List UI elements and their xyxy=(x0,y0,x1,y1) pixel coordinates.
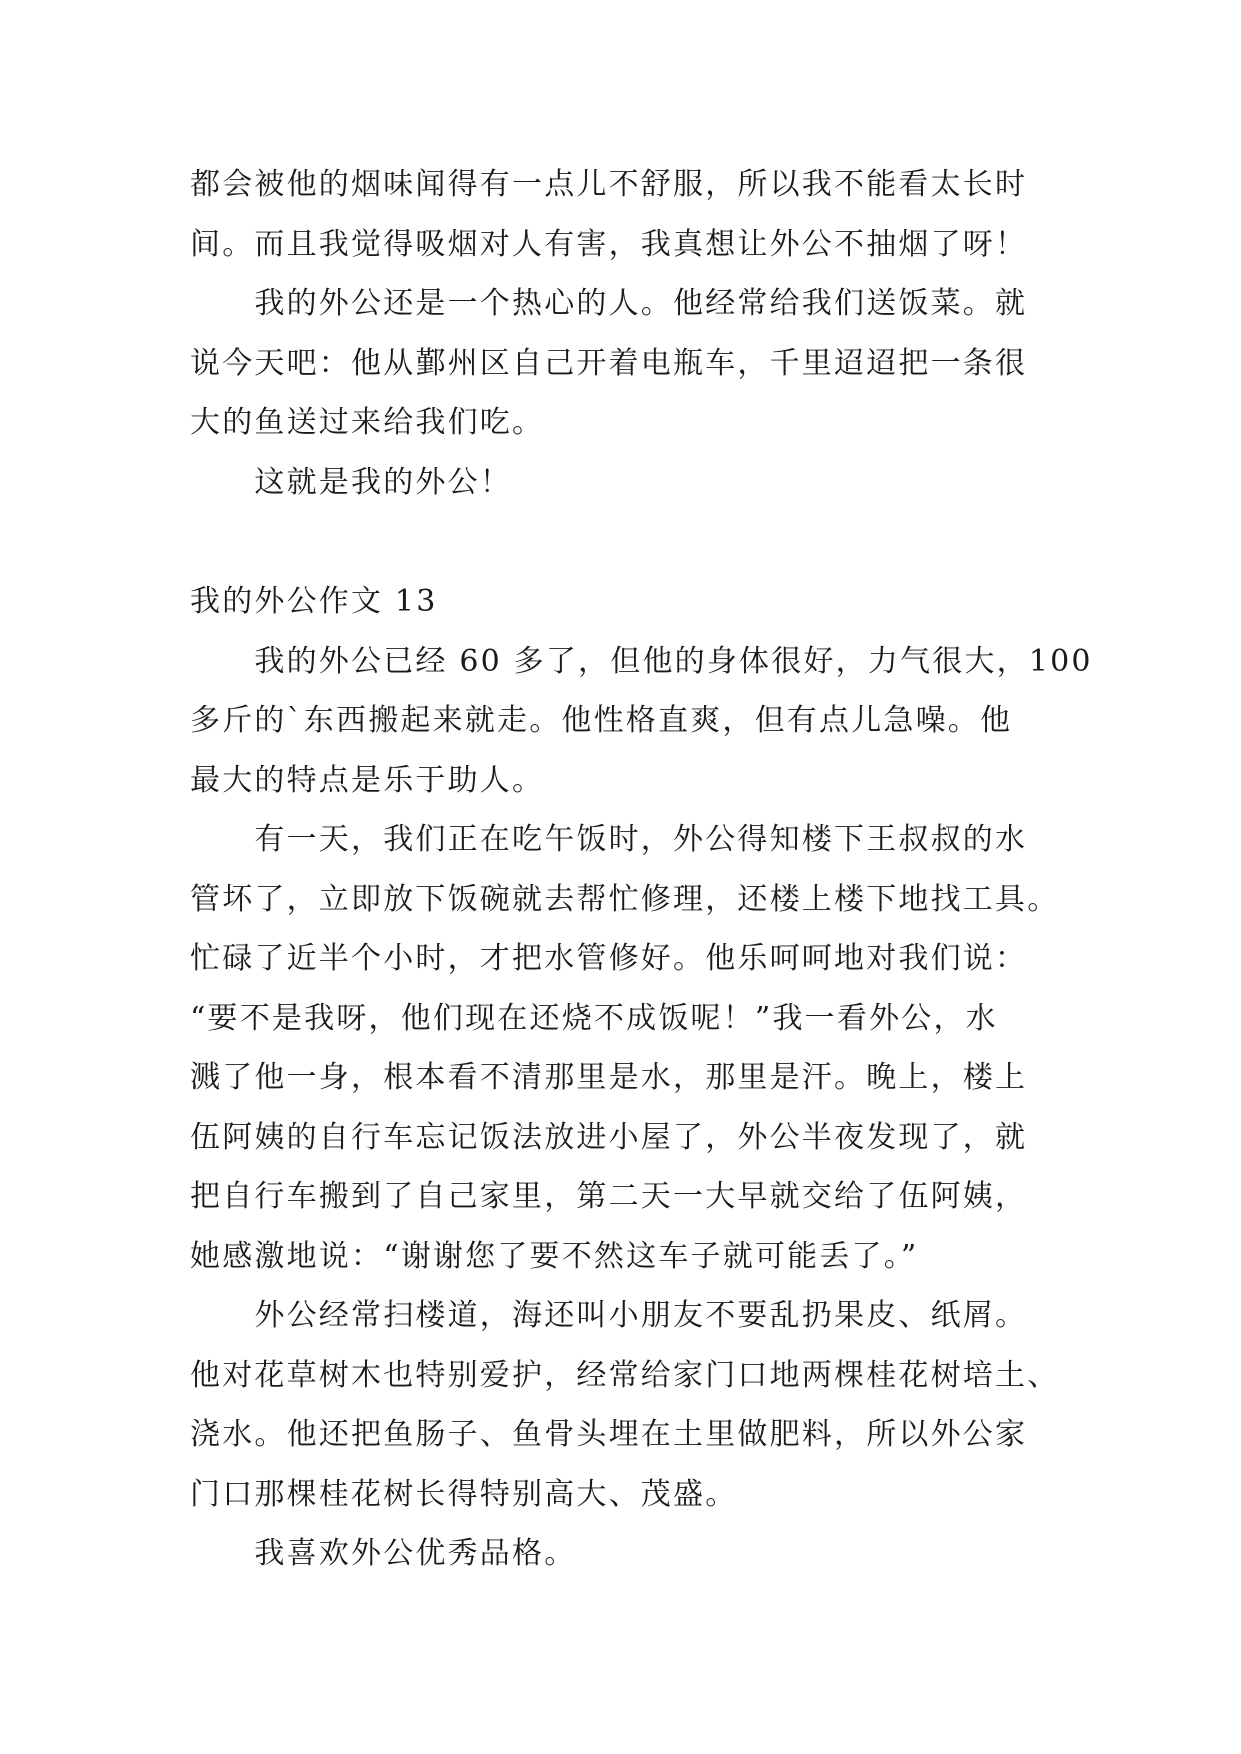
paragraph-line: 把自行车搬到了自己家里，第二天一大早就交给了伍阿姨， xyxy=(190,1179,1028,1214)
paragraph-line: 溅了他一身，根本看不清那里是水，那里是汗。晚上，楼上 xyxy=(190,1060,1028,1095)
paragraph-line: 我喜欢外公优秀品格。 xyxy=(190,1536,577,1571)
paragraph-line: 管坏了，立即放下饭碗就去帮忙修理，还楼上楼下地找工具。 xyxy=(190,881,1060,917)
paragraph-line: 有一天，我们正在吃午饭时，外公得知楼下王叔叔的水 xyxy=(190,822,1028,857)
paragraph-line: 我的外公已经 60 多了，但他的身体很好，力气很大，100 xyxy=(190,643,1093,679)
paragraph-line: 门口那棵桂花树长得特别高大、茂盛。 xyxy=(190,1476,738,1512)
paragraph-line: 浇水。他还把鱼肠子、鱼骨头埋在土里做肥料，所以外公家 xyxy=(190,1417,1028,1452)
paragraph-line: 多斤的`东西搬起来就走。他性格直爽，但有点儿急噪。他 xyxy=(190,703,1013,738)
paragraph-line: 间。而且我觉得吸烟对人有害，我真想让外公不抽烟了呀！ xyxy=(190,226,1028,262)
paragraph-line: 她感激地说：“谢谢您了要不然这车子就可能丢了。” xyxy=(190,1238,919,1274)
paragraph-line: 最大的特点是乐于助人。 xyxy=(190,762,545,798)
paragraph-line: 我的外公还是一个热心的人。他经常给我们送饭菜。就 xyxy=(190,286,1028,321)
paragraph-line: 说今天吧：他从鄞州区自己开着电瓶车，千里迢迢把一条很 xyxy=(190,345,1028,381)
paragraph-line: 都会被他的烟味闻得有一点儿不舒服，所以我不能看太长时 xyxy=(190,167,1028,202)
paragraph-line: 忙碌了近半个小时，才把水管修好。他乐呵呵地对我们说： xyxy=(190,941,1028,976)
paragraph-line: 他对花草树木也特别爱护，经常给家门口地两棵桂花树培土、 xyxy=(190,1357,1060,1393)
paragraph-line: 外公经常扫楼道，海还叫小朋友不要乱扔果皮、纸屑。 xyxy=(190,1298,1028,1333)
paragraph-line: 这就是我的外公！ xyxy=(190,464,512,500)
paragraph-line: 大的鱼送过来给我们吃。 xyxy=(190,405,545,440)
document-page xyxy=(190,155,1093,1584)
section-spacer xyxy=(190,512,1070,572)
section-title: 我的外公作文 13 xyxy=(190,584,438,619)
paragraph-line: 伍阿姨的自行车忘记饭法放进小屋了，外公半夜发现了，就 xyxy=(190,1119,1028,1155)
paragraph-line: “要不是我呀，他们现在还烧不成饭呢！”我一看外公，水 xyxy=(190,1000,998,1036)
